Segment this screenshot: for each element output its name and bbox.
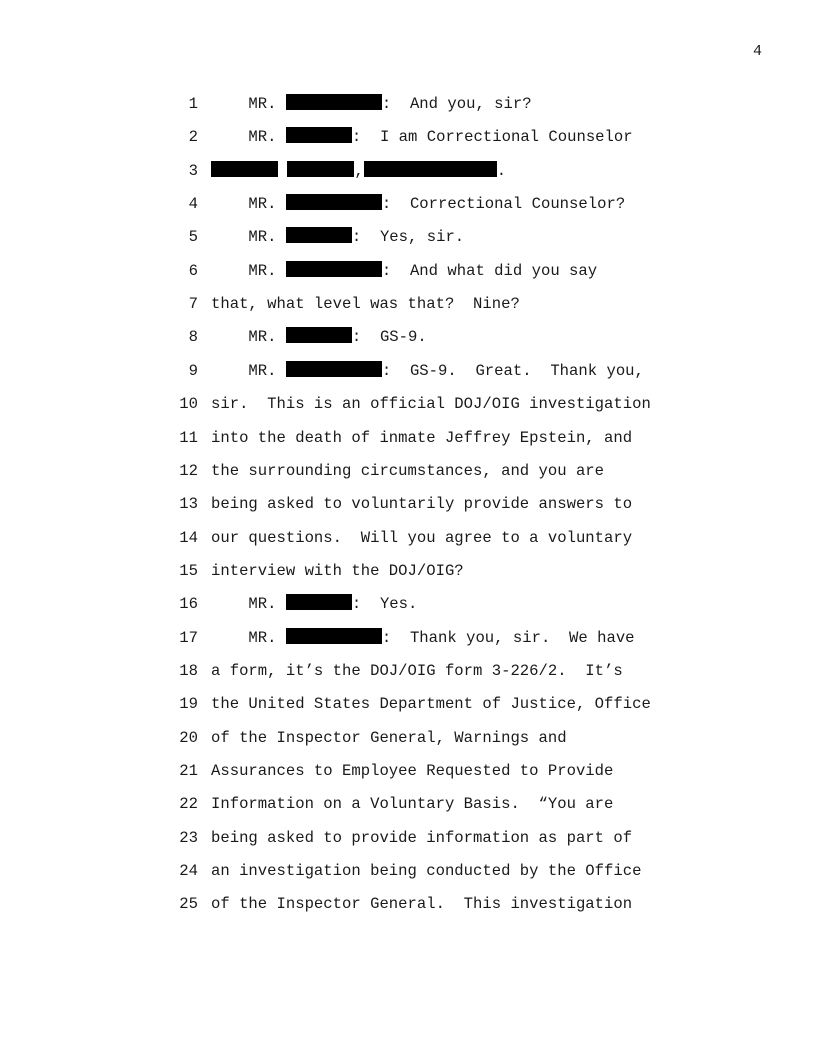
page-number: 4: [752, 43, 762, 60]
line-text: [211, 559, 464, 583]
line-number: 23: [179, 828, 198, 847]
line-text-segment: the United States Department of Justice, Office: [211, 695, 651, 714]
redaction-block: [286, 194, 382, 210]
line-text-segment: .: [496, 161, 507, 180]
redaction-block: [286, 594, 352, 610]
line-text-segment: being asked to voluntarily provide answers to: [211, 495, 633, 514]
redaction-block: [286, 261, 382, 277]
line-text: [211, 459, 604, 483]
line-number: 17: [179, 628, 198, 647]
line-text-segment: MR.: [211, 195, 286, 214]
line-text: [211, 125, 633, 149]
line-number: 6: [188, 261, 198, 280]
line-text-segment: into the death of inmate Jeffrey Epstein, and: [211, 428, 633, 447]
line-text-segment: : Thank you, sir. We have: [381, 628, 635, 647]
line-text-segment: that, what level was that? Nine?: [211, 295, 520, 314]
line-text-segment: MR.: [211, 628, 286, 647]
line-text-segment: of the Inspector General. This investigation: [211, 895, 633, 914]
line-text-segment: sir. This is an official DOJ/OIG investigation: [211, 395, 651, 414]
line-text-segment: MR.: [211, 361, 286, 380]
line-text-segment: : Yes, sir.: [351, 228, 465, 247]
line-text-segment: : GS-9.: [351, 328, 427, 347]
line-text-segment: [278, 162, 287, 180]
line-number: 11: [179, 428, 198, 447]
line-text: [211, 325, 427, 349]
line-text-segment: : Correctional Counselor?: [381, 195, 626, 214]
line-text-segment: Assurances to Employee Requested to Provide: [211, 762, 614, 780]
line-text-segment: being asked to provide information as part of: [211, 828, 633, 847]
line-text-segment: MR.: [211, 95, 286, 113]
line-text: [211, 726, 567, 750]
line-number: 7: [188, 295, 198, 314]
line-text-segment: of the Inspector General, Warnings and: [211, 728, 567, 747]
line-text-segment: a form, it’s the DOJ/OIG form 3-226/2. It’s: [211, 661, 623, 680]
line-text: [211, 892, 632, 916]
redaction-block: [286, 628, 382, 644]
redaction-block: [287, 161, 354, 177]
line-text: [211, 492, 632, 516]
line-number: 25: [179, 895, 198, 914]
line-text: [211, 292, 520, 316]
line-number: 15: [179, 561, 198, 580]
line-text-segment: Information on a Voluntary Basis. “You are: [211, 795, 614, 814]
line-text: [211, 92, 532, 116]
line-number: 20: [179, 728, 198, 747]
line-number: 1: [188, 95, 198, 113]
line-number: 24: [179, 862, 198, 881]
line-number: 19: [179, 695, 198, 714]
line-number: 9: [188, 361, 198, 380]
line-text: [211, 259, 597, 283]
line-text: [211, 392, 651, 416]
line-number: 16: [179, 595, 198, 614]
line-text-segment: : GS-9. Great. Thank you,: [381, 361, 644, 380]
line-text-segment: an investigation being conducted by the Office: [211, 862, 642, 881]
line-number: 8: [188, 328, 198, 347]
line-text: [211, 192, 625, 216]
redaction-block: [286, 94, 382, 110]
redaction-block: [211, 161, 278, 177]
line-text-segment: MR.: [211, 328, 286, 347]
line-number: 4: [188, 195, 198, 214]
line-number: 22: [179, 795, 198, 814]
line-text-segment: our questions. Will you agree to a voluntary: [211, 528, 633, 547]
line-text-segment: MR.: [211, 128, 286, 147]
line-text: [211, 692, 651, 716]
line-number: 14: [179, 528, 198, 547]
redaction-block: [286, 127, 352, 143]
line-number: 21: [179, 762, 198, 780]
line-number: 3: [188, 161, 198, 180]
redaction-block: [286, 361, 382, 377]
line-text: [211, 359, 644, 383]
line-text-segment: MR.: [211, 228, 286, 247]
line-number: 5: [188, 228, 198, 247]
line-text: [211, 659, 623, 683]
line-text-segment: : And you, sir?: [381, 95, 532, 113]
line-text: [211, 826, 632, 850]
redaction-block: [364, 161, 497, 177]
line-text: [211, 792, 613, 816]
line-text-segment: ,: [354, 161, 364, 180]
line-text-segment: MR.: [211, 595, 286, 614]
line-text: [211, 225, 464, 249]
line-text: [211, 626, 635, 650]
line-text: [211, 526, 632, 550]
line-text-segment: : Yes.: [351, 595, 418, 614]
line-text-segment: interview with the DOJ/OIG?: [211, 561, 464, 580]
line-text-segment: MR.: [211, 261, 286, 280]
line-number: 10: [179, 395, 198, 414]
line-text-segment: the surrounding circumstances, and you are: [211, 461, 605, 480]
line-text: [211, 759, 613, 783]
line-number: 18: [179, 661, 198, 680]
line-text: [211, 592, 417, 616]
line-text-segment: : And what did you say: [381, 261, 598, 280]
line-text: [211, 859, 641, 883]
line-number: 13: [179, 495, 198, 514]
line-text: [211, 159, 506, 183]
redaction-block: [286, 227, 352, 243]
redaction-block: [286, 327, 352, 343]
line-text-segment: : I am Correctional Counselor: [351, 128, 633, 147]
line-number: 2: [188, 128, 198, 147]
line-text: [211, 426, 632, 450]
line-number: 12: [179, 461, 198, 480]
